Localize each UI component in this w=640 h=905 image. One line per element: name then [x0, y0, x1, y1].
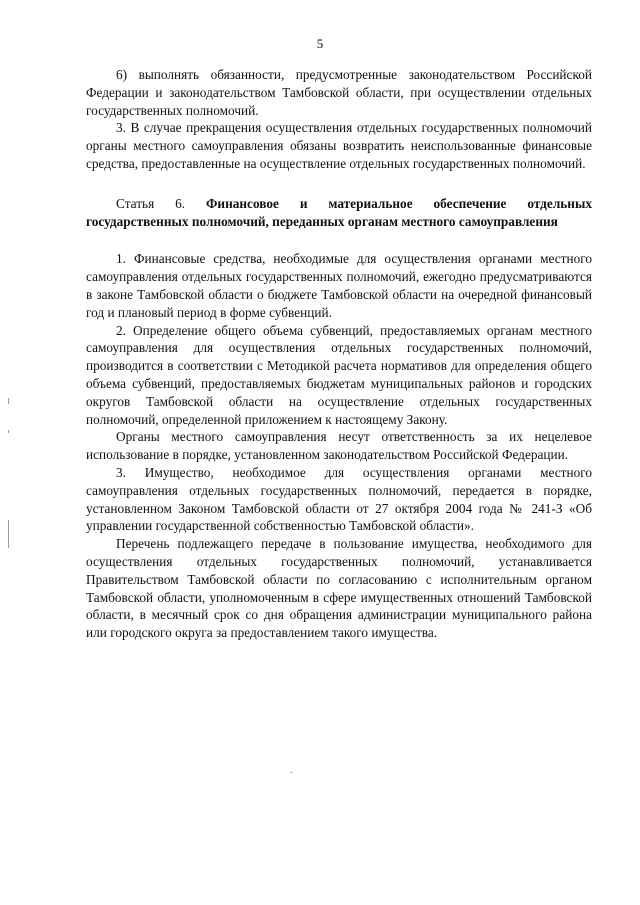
scan-dot — [290, 772, 293, 773]
list-item-6: 6) выполнять обязанности, предусмотренные законодательством Российской Федерации и законодательством Тамбовской области, при осуществлении отдельных государственных полномочий. — [86, 67, 592, 118]
article-heading — [86, 195, 592, 231]
margin-scan-mark-lower — [8, 520, 9, 548]
paragraph-responsibility: Органы местного самоуправления несут ответственность за их нецелевое использование в порядке, установленном законодательством Российской Федерации. — [86, 429, 592, 463]
paragraph-3: 3. Имущество, необходимое для осуществления органами местного самоуправления отдельных государственных полномочий, передается в порядке, установленном Законом Тамбовской области от 27 октября 2004 года № 241-З «Об управлении государственной собственностью Тамбовской области». — [86, 464, 592, 534]
document-body — [86, 66, 592, 642]
margin-scan-mark-middle — [8, 430, 9, 433]
paragraph-property-list: Перечень подлежащего передаче в пользование имущества, необходимого для осуществления отдельных государственных полномочий, устанавливается Правительством Тамбовской области по согласованию с исполнительным органом Тамбовской области, уполномоченным в сфере имущественных отношений Тамбовской области, в месячный срок со дня обращения администрации муниципального района или городского округа за предоставлением такого имущества. — [86, 536, 592, 641]
article-label: Статья 6. — [116, 195, 186, 211]
paragraph-1: 1. Финансовые средства, необходимые для осуществления органами местного самоуправления отдельных государственных полномочий, ежегодно предусматриваются в законе Тамбовской области о бюджете Тамбовской области на очередной финансовый год и плановый период в форме субвенций. — [86, 251, 592, 320]
margin-scan-mark-upper — [8, 398, 9, 404]
paragraph-2: 2. Определение общего объема субвенций, предоставляемых органам местного самоуправления для осуществления отдельных государственных полномочий, производится в соответствии с Методикой расчета нормативов для определения общего объема субвенций, предоставляемых бюджетам муниципальных районов и городских округов Тамбовской области на осуществление отдельных государственных полномочий, определенной приложением к настоящему Закону. — [86, 322, 592, 427]
article-title: Финансовое и материальное обеспечение отдельных государственных полномочий, переданных органам местного самоуправления — [86, 195, 592, 229]
page-number: 5 — [316, 36, 324, 51]
clause-3-return-funds: 3. В случае прекращения осуществления отдельных государственных полномочий органы местного самоуправления обязаны возвратить неиспользованные финансовые средства, предоставленные на осуществление отдельных государственных полномочий. — [86, 120, 592, 171]
